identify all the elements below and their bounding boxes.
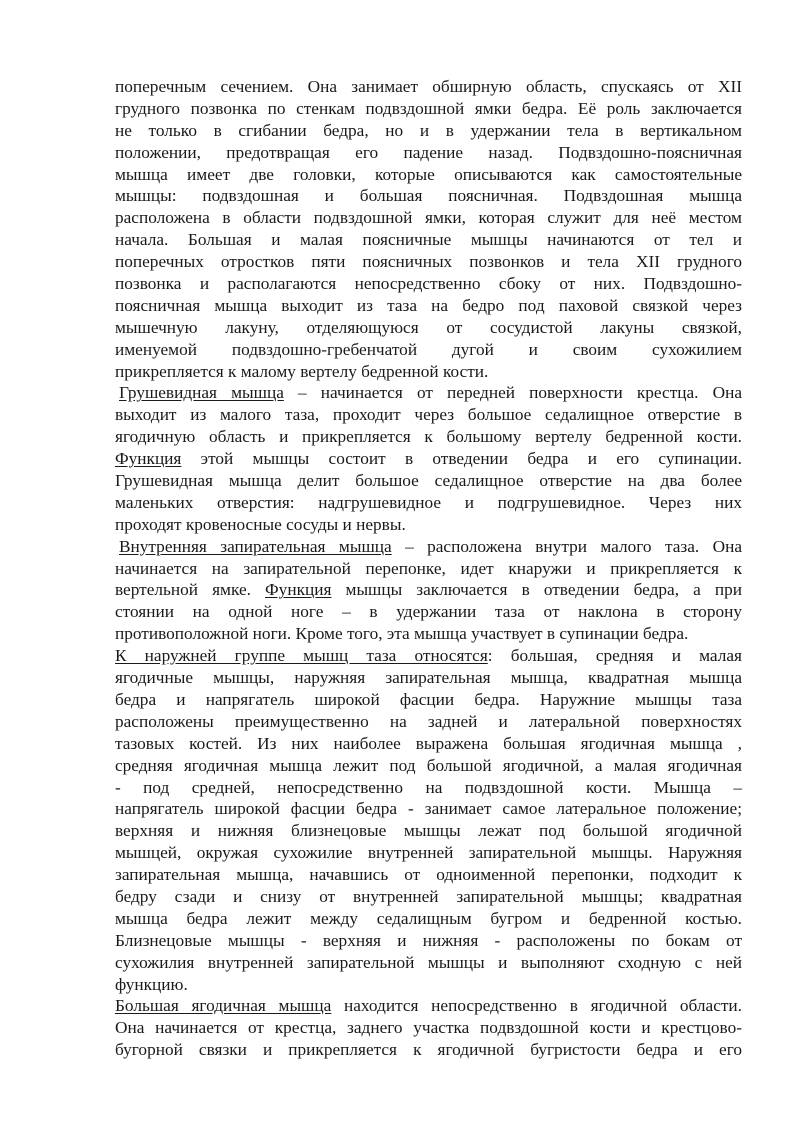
- text-line: [115, 426, 742, 448]
- text-line: [115, 952, 742, 974]
- text-run: положении, предотвращая его падение назад. Подвздошно-поясничная: [115, 142, 742, 162]
- text-run: начала. Большая и малая поясничные мышцы начинаются от тел и: [115, 230, 742, 250]
- text-run: прикрепляется к малому вертелу бедренной кости.: [115, 361, 489, 381]
- text-run: маленьких отверстия: надгрушевидное и подгрушевидное. Через них: [115, 492, 742, 512]
- text-line: [115, 339, 742, 361]
- text-run: именуемой подвздошно-гребенчатой дугой и своим сухожилием: [115, 339, 742, 359]
- text-run: тазовых костей. Из них наиболее выражена большая ягодичная мышца ,: [115, 733, 742, 753]
- text-line: [115, 798, 742, 820]
- text-line: [115, 514, 742, 536]
- text-line: [115, 601, 742, 623]
- text-line: [115, 295, 742, 317]
- text-line: [115, 470, 742, 492]
- text-run: ягодичную область и прикрепляется к большому вертелу бедренной кости.: [115, 427, 742, 447]
- document-page: [115, 76, 742, 1061]
- text-line: [115, 974, 742, 996]
- text-run: этой мышцы состоит в отведении бедра и его супинации.: [181, 449, 742, 469]
- paragraph: [115, 382, 742, 535]
- text-run: противоположной ноги. Кроме того, эта мышца участвует в супинации бедра.: [115, 624, 689, 644]
- text-line: [115, 864, 742, 886]
- text-run: бедра и напрягатель широкой фасции бедра. Наружние мышцы таза: [115, 689, 742, 709]
- text-run: Она начинается от крестца, заднего участка подвздошной кости и крестцово-: [115, 1018, 742, 1038]
- text-line: [115, 492, 742, 514]
- text-run: напрягатель широкой фасции бедра - занимает самое латеральное положение;: [115, 799, 742, 819]
- underlined-term: Грушевидная мышца: [119, 383, 284, 403]
- text-run: выходит из малого таза, проходит через большое седалищное отверстие в: [115, 405, 742, 425]
- text-line: [115, 229, 742, 251]
- text-line: [115, 448, 742, 470]
- text-line: [115, 777, 742, 799]
- text-line: [115, 1039, 742, 1061]
- text-run: : большая, средняя и малая: [487, 646, 742, 666]
- text-run: сухожилия внутренней запирательной мышцы и выполняют сходную с ней: [115, 952, 742, 972]
- text-run: бедру сзади и снизу от внутренней запирательной мышцы; квадратная: [115, 886, 742, 906]
- paragraph: [115, 645, 742, 995]
- text-run: начинается на запирательной перепонке, идет кнаружи и прикрепляется к: [115, 558, 742, 578]
- text-line: [115, 273, 742, 295]
- text-run: ягодичные мышцы, наружняя запирательная мышца, квадратная мышца: [115, 668, 742, 688]
- text-run: позвонка и располагаются непосредственно сбоку от них. Подвздошно-: [115, 274, 742, 294]
- text-run: поясничная мышца выходит из таза на бедро под паховой связкой через: [115, 295, 742, 315]
- text-line: [115, 382, 742, 404]
- text-run: мышцы заключается в отведении бедра, а при: [331, 580, 742, 600]
- text-run: - под средней, непосредственно на подвздошной кости. Мышца –: [115, 777, 742, 797]
- text-run: вертельной ямке.: [115, 580, 266, 600]
- text-run: поперечным сечением. Она занимает обширную область, спускаясь от XII: [115, 77, 742, 96]
- text-run: проходят кровеносные сосуды и нервы.: [115, 514, 406, 534]
- underlined-term: Большая ягодичная мышца: [115, 996, 332, 1016]
- text-line: [115, 185, 742, 207]
- text-run: запирательная мышца, начавшись от одноименной перепонки, подходит к: [115, 865, 742, 885]
- text-line: [115, 645, 742, 667]
- text-run: стоянии на одной ноге – в удержании таза от наклона в сторону: [115, 602, 742, 622]
- text-line: [115, 711, 742, 733]
- underlined-term: Функция: [115, 449, 182, 469]
- text-run: расположена в области подвздошной ямки, которая служит для неё местом: [115, 208, 742, 228]
- text-line: [115, 361, 742, 383]
- text-run: – расположена внутри малого таза. Она: [391, 536, 742, 556]
- text-run: находится непосредственно в ягодичной области.: [331, 996, 742, 1016]
- paragraph: [115, 76, 742, 382]
- text-line: [115, 930, 742, 952]
- text-line: [115, 207, 742, 229]
- text-line: [115, 733, 742, 755]
- text-run: Близнецовые мышцы - верхняя и нижняя - расположены по бокам от: [115, 930, 742, 950]
- underlined-term: К наружней группе мышц таза относятся: [115, 646, 488, 666]
- text-line: [115, 820, 742, 842]
- text-run: – начинается от передней поверхности крестца. Она: [283, 383, 742, 403]
- text-run: мышца имеет две головки, которые описываются как самостоятельные: [115, 164, 742, 184]
- underlined-term: Функция: [265, 580, 332, 600]
- text-run: не только в сгибании бедра, но и в удержании тела в вертикальном: [115, 120, 742, 140]
- text-line: [115, 886, 742, 908]
- text-run: расположены преимущественно на задней и латеральной поверхностях: [115, 711, 742, 731]
- text-run: грудного позвонка по стенкам подвздошной ямки бедра. Её роль заключается: [115, 98, 742, 118]
- text-run: мышцей, окружая сухожилие внутренней запирательной мышцы. Наружняя: [115, 843, 742, 863]
- text-line: [115, 667, 742, 689]
- text-run: мышцы: подвздошная и большая поясничная. Подвздошная мышца: [115, 186, 742, 206]
- text-line: [115, 76, 742, 98]
- text-line: [115, 689, 742, 711]
- text-line: [115, 142, 742, 164]
- paragraph: [115, 536, 742, 645]
- text-run: бугорной связки и прикрепляется к ягодичной бугристости бедра и его: [115, 1040, 742, 1060]
- text-line: [115, 995, 742, 1017]
- text-line: [115, 908, 742, 930]
- text-line: [115, 755, 742, 777]
- text-line: [115, 164, 742, 186]
- text-line: [115, 579, 742, 601]
- text-run: Грушевидная мышца делит большое седалищное отверстие на два более: [115, 471, 742, 491]
- text-run: верхняя и нижняя близнецовые мышцы лежат под большой ягодичной: [115, 821, 742, 841]
- text-run: мышечную лакуну, отделяющуюся от сосудистой лакуны связкой,: [115, 317, 742, 337]
- text-line: [115, 1017, 742, 1039]
- text-line: [115, 98, 742, 120]
- text-run: поперечных отростков пяти поясничных позвонков и тела XII грудного: [115, 252, 742, 272]
- text-line: [115, 120, 742, 142]
- underlined-term: Внутренняя запирательная мышца: [119, 536, 392, 556]
- text-line: [115, 404, 742, 426]
- text-run: функцию.: [115, 974, 188, 994]
- text-line: [115, 536, 742, 558]
- text-line: [115, 623, 742, 645]
- text-run: мышца бедра лежит между седалищным бугром и бедренной костью.: [115, 908, 742, 928]
- text-line: [115, 251, 742, 273]
- text-line: [115, 842, 742, 864]
- text-line: [115, 558, 742, 580]
- text-run: средняя ягодичная мышца лежит под большой ягодичной, а малая ягодичная: [115, 755, 742, 775]
- paragraph: [115, 995, 742, 1061]
- text-line: [115, 317, 742, 339]
